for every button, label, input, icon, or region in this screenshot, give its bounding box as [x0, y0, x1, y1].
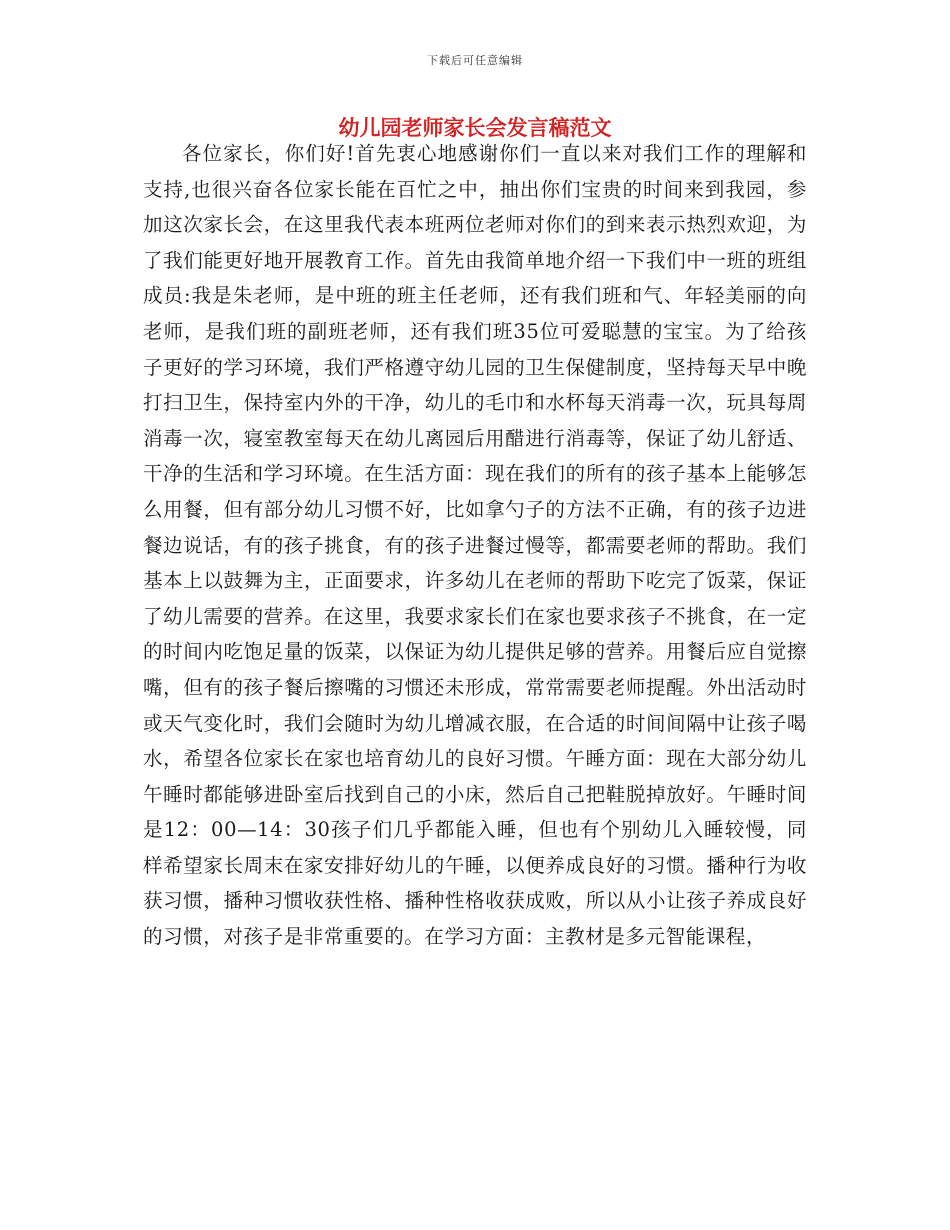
body-paragraph: 各位家长，你们好!首先衷心地感谢你们一直以来对我们工作的理解和支持,也很兴奋各位家长能在百忙之中，抽出你们宝贵的时间来到我园，参加这次家长会，在这里我代表本班两位老师对你们的到来表示热烈欢迎，为了我们能更好地开展教育工作。首先由我简单地介绍一下我们中一班的班组成员:我是朱老师，是中班的班主任老师，还有我们班和气、年轻美丽的向老师，是我们班的副班老师，还有我们班35位可爱聪慧的宝宝。为了给孩子更好的学习环境，我们严格遵守幼儿园的卫生保健制度，坚持每天早中晚打扫卫生，保持室内外的干净，幼儿的毛巾和水杯每天消毒一次，玩具每周消毒一次，寝室教室每天在幼儿离园后用醋进行消毒等，保证了幼儿舒适、干净的生活和学习环境。在生活方面：现在我们的所有的孩子基本上能够怎么用餐，但有部分幼儿习惯不好，比如拿勺子的方法不正确，有的孩子边进餐边说话，有的孩子挑食，有的孩子进餐过慢等，都需要老师的帮助。我们基本上以鼓舞为主，正面要求，许多幼儿在老师的帮助下吃完了饭菜，保证了幼儿需要的营养。在这里，我要求家长们在家也要求孩子不挑食，在一定的时间内吃饱足量的饭菜，以保证为幼儿提供足够的营养。用餐后应自觉擦嘴，但有的孩子餐后擦嘴的习惯还未形成，常常需要老师提醒。外出活动时或天气变化时，我们会随时为幼儿增减衣服，在合适的时间间隔中让孩子喝水，希望各位家长在家也培育幼儿的良好习惯。午睡方面：现在大部分幼儿午睡时都能够进卧室后找到自己的小床，然后自己把鞋脱掉放好。午睡时间是12：00—14：30孩子们几乎都能入睡，但也有个别幼儿入睡较慢，同样希望家长周末在家安排好幼儿的午睡，以便养成良好的习惯。播种行为收获习惯，播种习惯收获性格、播种性格收获成败，所以从小让孩子养成良好的习惯，对孩子是非常重要的。在学习方面：主教材是多元智能课程，	[143, 142, 807, 949]
header-note: 下载后可任意编辑	[427, 54, 523, 67]
document-title: 幼儿园老师家长会发言稿范文	[338, 115, 612, 140]
